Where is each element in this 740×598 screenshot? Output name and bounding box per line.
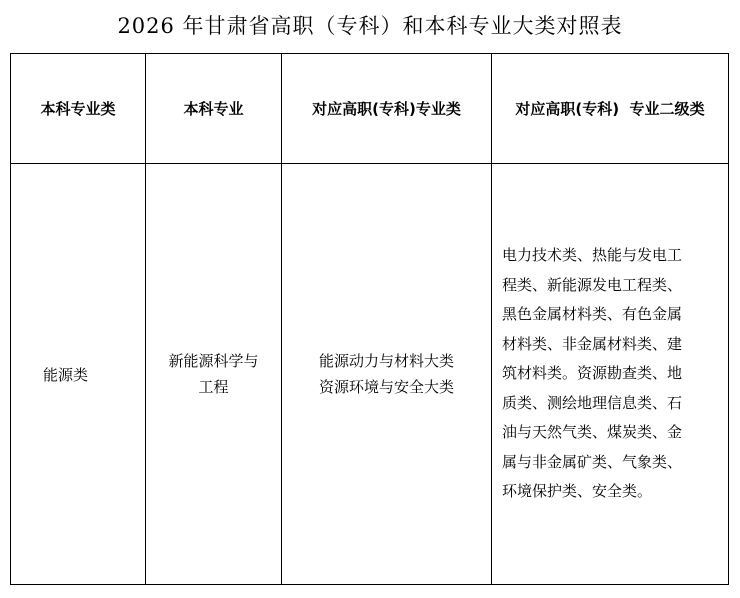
secondary-line: 黑色金属材料类、有色金属 — [502, 305, 683, 324]
secondary-line: 筑材料类。资源勘查类、地 — [502, 364, 683, 383]
table-header-row — [11, 54, 729, 164]
header-vocational-category: 对应高职(专科)专业类 — [282, 54, 492, 164]
table-row — [11, 164, 729, 585]
page-title: 2026 年甘肃省高职（专科）和本科专业大类对照表 — [117, 14, 623, 38]
vocational-line: 能源动力与材料大类 — [318, 352, 454, 370]
header-undergrad-major: 本科专业 — [146, 54, 282, 164]
vocational-line: 资源环境与安全大类 — [318, 378, 454, 396]
header-undergrad-category: 本科专业类 — [11, 54, 146, 164]
secondary-line: 油与天然气类、煤炭类、金 — [502, 423, 683, 442]
cell-vocational-category — [282, 164, 492, 585]
secondary-line: 材料类、非金属材料类、建 — [502, 334, 683, 353]
secondary-line: 质类、测绘地理信息类、石 — [502, 393, 683, 412]
cell-undergrad-category: 能源类 — [11, 164, 146, 585]
secondary-line: 程类、新能源发电工程类、 — [502, 275, 683, 294]
secondary-line: 属与非金属矿类、气象类、 — [502, 452, 683, 471]
secondary-line: 环境保护类、安全类。 — [502, 482, 653, 501]
cell-undergrad-major — [146, 164, 282, 585]
secondary-line: 电力技术类、热能与发电工 — [502, 246, 683, 265]
major-mapping-table — [10, 53, 729, 585]
major-line: 新能源科学与 — [168, 352, 259, 370]
cell-vocational-secondary — [492, 164, 729, 585]
header-vocational-secondary: 对应高职(专科) 专业二级类 — [492, 54, 729, 164]
major-line: 工程 — [198, 378, 229, 396]
